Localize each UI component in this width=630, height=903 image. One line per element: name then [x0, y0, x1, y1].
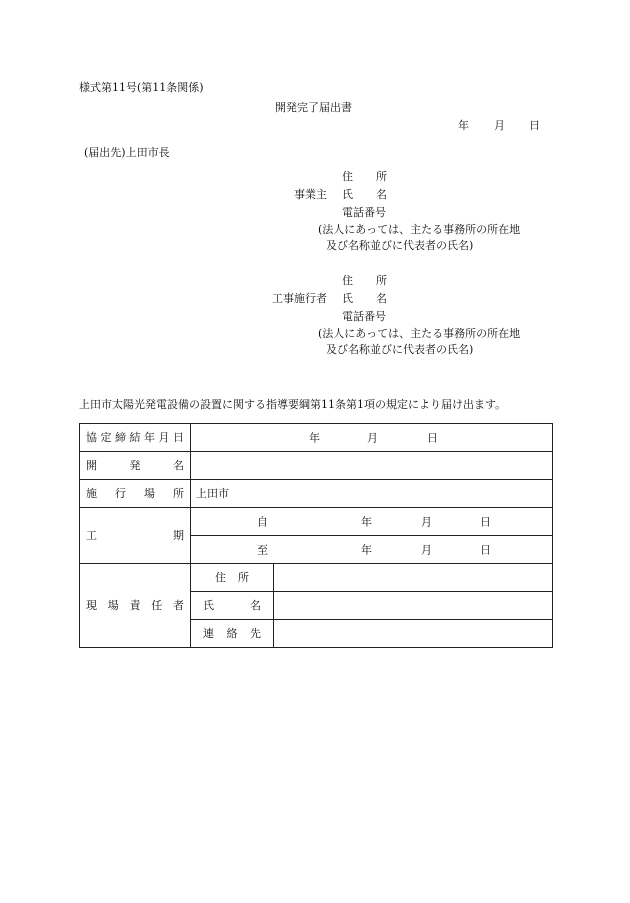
period-from-day: 日	[480, 515, 491, 528]
supervisor-address-label	[191, 564, 274, 592]
site-label	[80, 480, 191, 508]
development-name-label	[80, 452, 191, 480]
period-to-prefix: 至	[257, 543, 268, 556]
table-row-agreement-date	[80, 424, 553, 452]
date-day: 日	[529, 119, 540, 132]
label-char: 責	[129, 599, 141, 612]
label-char: 工	[86, 529, 97, 542]
label-char: 者	[173, 599, 184, 612]
contractor-role: 工事施行者	[272, 292, 327, 305]
table-row-supervisor-address	[80, 564, 553, 592]
supervisor-contact-value[interactable]	[274, 620, 553, 648]
supervisor-label	[80, 564, 191, 648]
period-to-day: 日	[480, 543, 491, 556]
agreement-date-month: 月	[367, 431, 378, 444]
label-char: 連	[203, 627, 214, 640]
applicant-note-line2: 及び名称並びに代表者の氏名)	[326, 239, 474, 252]
label-char: 施	[86, 487, 97, 500]
label-char: 行	[115, 487, 126, 500]
label-char: 年	[144, 431, 155, 444]
contractor-note-line2: 及び名称並びに代表者の氏名)	[326, 343, 474, 356]
supervisor-name-label	[191, 592, 274, 620]
period-from-prefix: 自	[257, 515, 268, 528]
applicant-role: 事業主	[294, 188, 327, 201]
supervisor-name-value[interactable]	[274, 592, 553, 620]
label-char: 名	[250, 599, 261, 612]
agreement-date-day: 日	[427, 431, 438, 444]
contractor-name-label-2: 名	[376, 292, 387, 305]
period-from-year: 年	[361, 515, 372, 528]
contractor-address-label-2: 所	[376, 274, 387, 287]
development-name-value[interactable]	[191, 452, 553, 480]
applicant-name-label-2: 名	[376, 188, 387, 201]
addressee: (届出先)上田市長	[84, 146, 170, 159]
label-char: 協	[86, 431, 97, 444]
contractor-address-label-1: 住	[342, 274, 353, 287]
applicant-phone-label: 電話番号	[342, 206, 386, 219]
period-from-value[interactable]	[191, 508, 553, 536]
period-from-month: 月	[421, 515, 432, 528]
applicant-address-label-2: 所	[376, 170, 387, 183]
period-to-year: 年	[361, 543, 372, 556]
contractor-name-label-1: 氏	[342, 292, 353, 305]
document-title: 開発完了届出書	[275, 101, 352, 114]
period-to-month: 月	[421, 543, 432, 556]
label-char: 任	[151, 599, 163, 612]
label-char: 場	[107, 599, 119, 612]
label-char: 定	[100, 431, 112, 444]
label-char: 締	[115, 431, 126, 444]
label-char: 現	[86, 599, 97, 612]
table-row-development-name	[80, 452, 553, 480]
form-number: 様式第11号(第11条関係)	[79, 81, 204, 94]
label-char: 月	[158, 431, 170, 444]
label-char: 所	[238, 571, 249, 584]
contractor-note-line1: (法人にあっては、主たる事務所の所在地	[318, 327, 521, 340]
agreement-date-value[interactable]	[191, 424, 553, 452]
label-char: 先	[250, 627, 261, 640]
statement: 上田市太陽光発電設備の設置に関する指導要綱第11条第1項の規定により届け出ます。	[79, 398, 507, 411]
label-char: 発	[129, 459, 141, 472]
label-char: 期	[173, 529, 184, 542]
supervisor-contact-label	[191, 620, 274, 648]
date-month: 月	[494, 119, 505, 132]
label-char: 開	[86, 459, 97, 472]
applicant-note-line1: (法人にあっては、主たる事務所の所在地	[318, 223, 521, 236]
label-char: 場	[144, 487, 155, 500]
label-char: 氏	[203, 599, 214, 612]
form-table	[79, 423, 553, 648]
label-char: 絡	[226, 627, 238, 640]
label-char: 所	[173, 487, 184, 500]
label-char: 名	[173, 459, 184, 472]
date-year: 年	[458, 119, 469, 132]
label-char: 結	[129, 431, 141, 444]
table-row-site	[80, 480, 553, 508]
table-row-period-from	[80, 508, 553, 536]
label-char: 日	[173, 431, 184, 444]
applicant-address-label-1: 住	[342, 170, 353, 183]
applicant-name-label-1: 氏	[342, 188, 353, 201]
agreement-date-year: 年	[309, 431, 320, 444]
supervisor-address-value[interactable]	[274, 564, 553, 592]
period-label	[80, 508, 191, 564]
contractor-phone-label: 電話番号	[342, 310, 386, 323]
site-value[interactable]: 上田市	[191, 480, 553, 508]
label-char: 住	[215, 571, 226, 584]
agreement-date-label	[80, 424, 191, 452]
period-to-value[interactable]	[191, 536, 553, 564]
